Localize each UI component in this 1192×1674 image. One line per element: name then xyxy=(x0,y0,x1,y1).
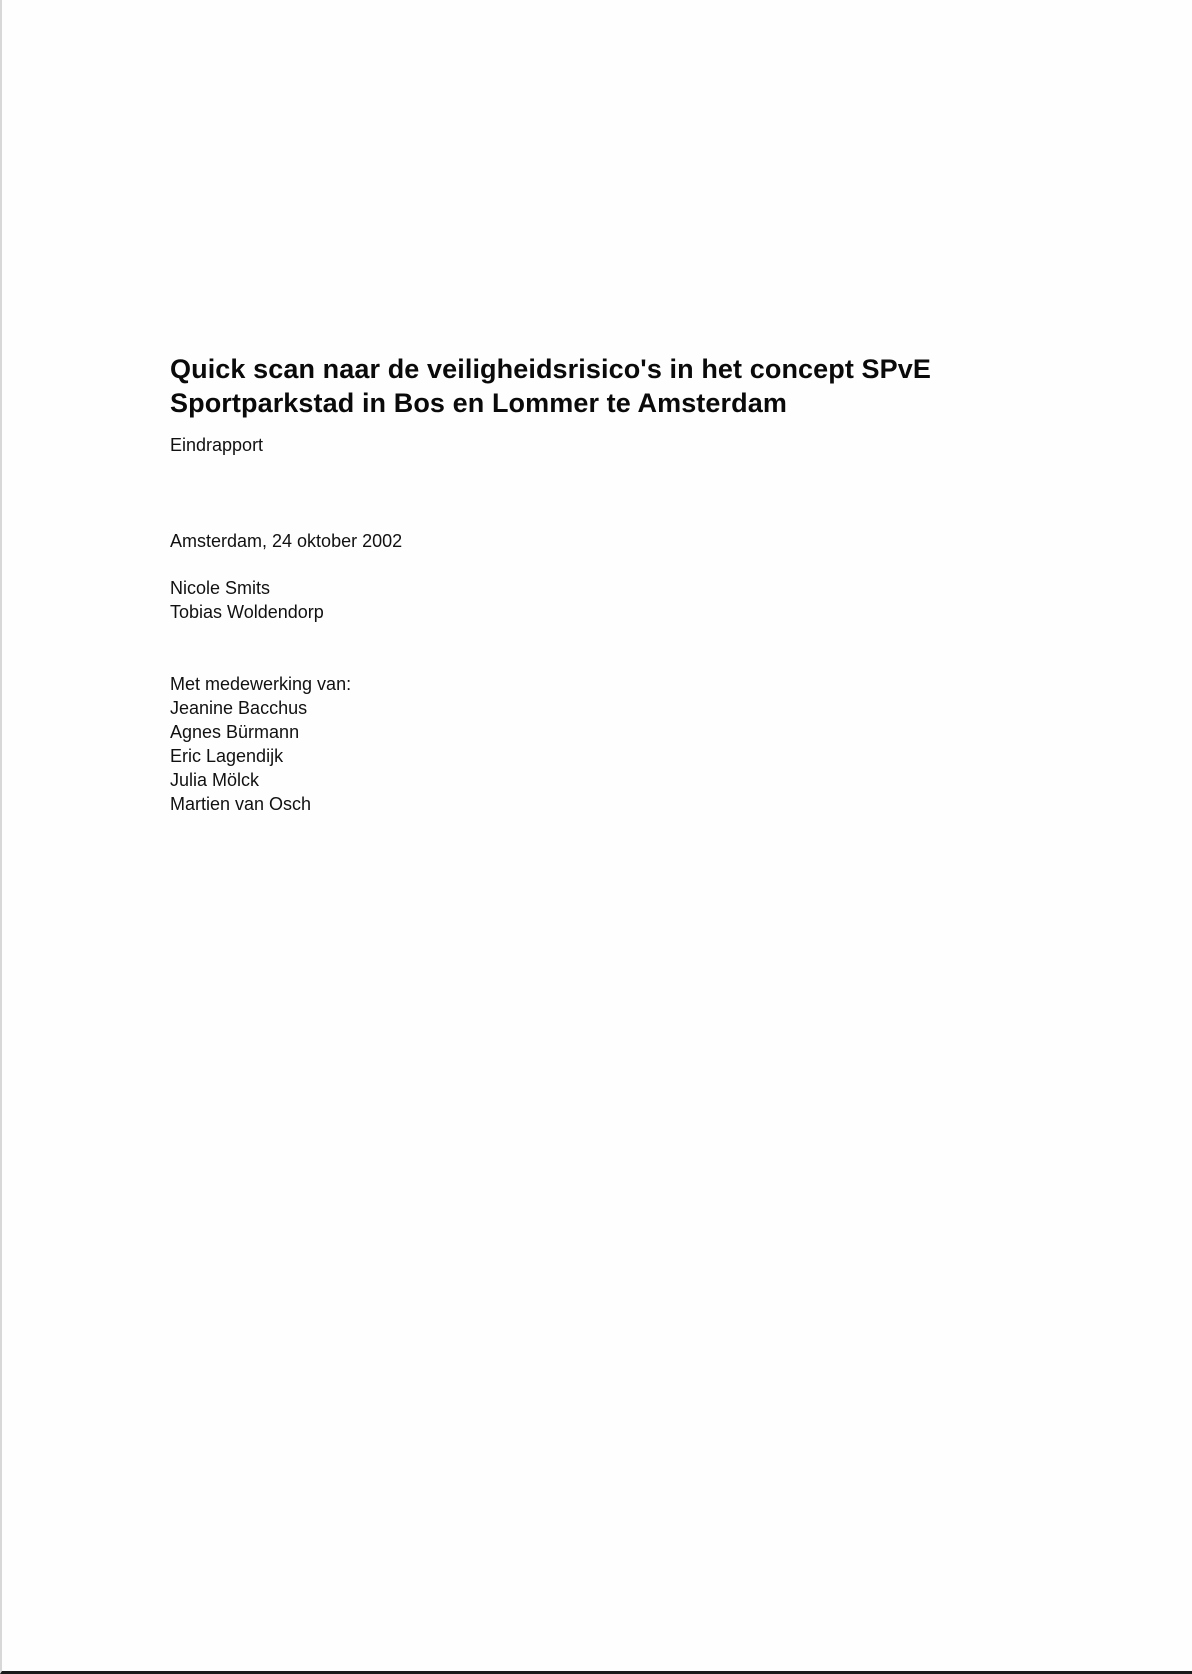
author-name: Nicole Smits xyxy=(170,578,271,598)
contributor-name: Julia Mölck xyxy=(170,770,260,790)
contributors-label: Met medewerking van: xyxy=(170,674,352,694)
contributors-section xyxy=(170,672,1070,816)
contributor-name: Martien van Osch xyxy=(170,794,312,814)
contributor-name: Jeanine Bacchus xyxy=(170,698,308,718)
authors-list xyxy=(170,576,1070,624)
document-date: Amsterdam, 24 oktober 2002 xyxy=(170,531,403,551)
document-subtitle: Eindrapport xyxy=(170,435,264,455)
title-line: Quick scan naar de veiligheidsrisico's in het concept SPvE xyxy=(170,354,931,384)
author-name: Tobias Woldendorp xyxy=(170,602,324,622)
document-title xyxy=(170,352,1070,420)
contributor-name: Agnes Bürmann xyxy=(170,722,300,742)
title-page-content xyxy=(170,352,1070,816)
title-line: Sportparkstad in Bos en Lommer te Amsterdam xyxy=(170,388,787,418)
contributor-name: Eric Lagendijk xyxy=(170,746,284,766)
